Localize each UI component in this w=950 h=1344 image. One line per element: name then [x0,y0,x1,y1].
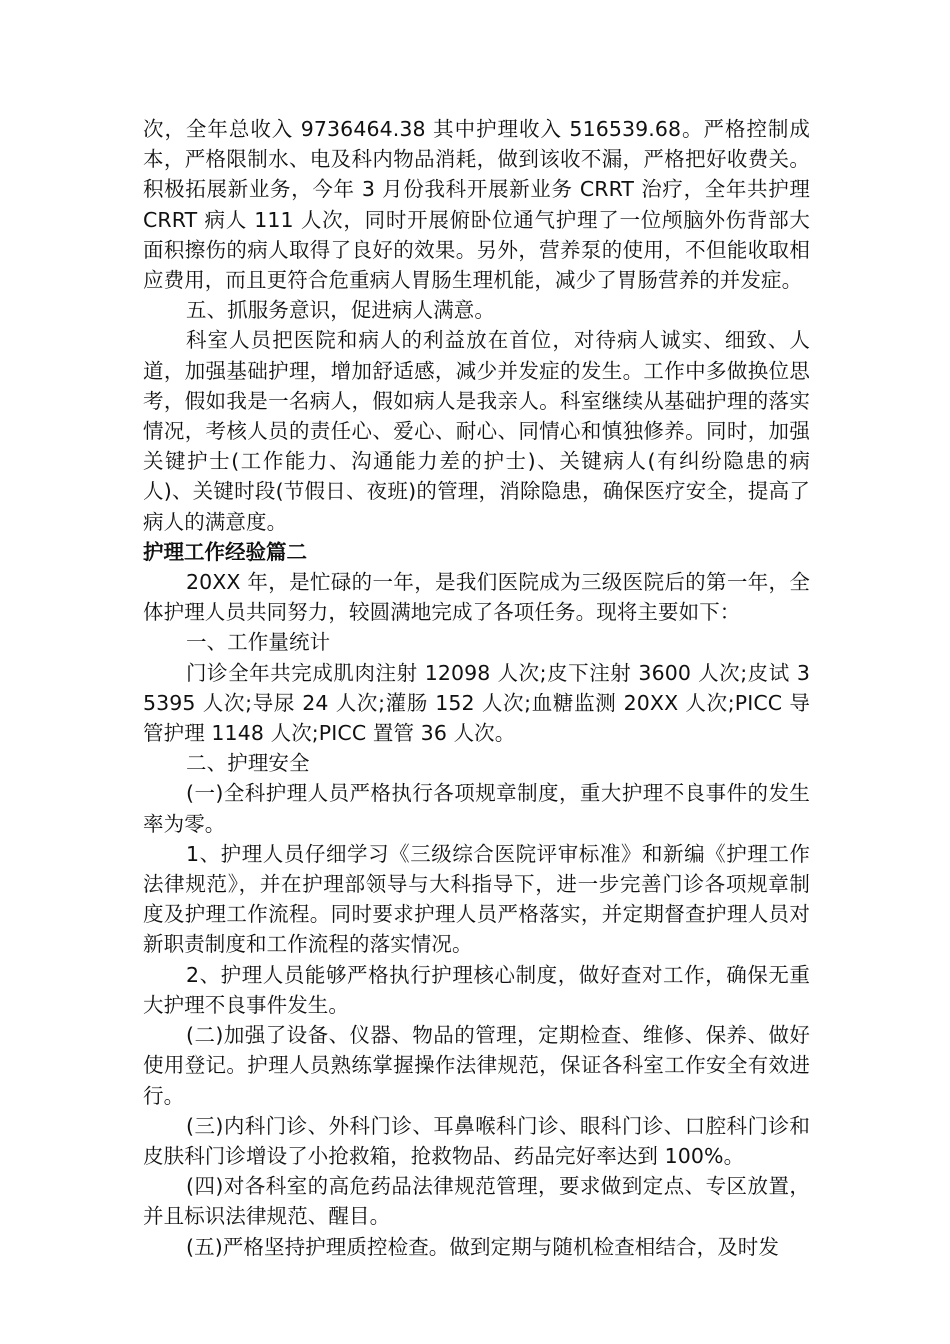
paragraph-quality-control: (五)严格坚持护理质控检查。做到定期与随机检查相结合，及时发 [186,1234,779,1259]
paragraph-safety-study: 1、护理人员仔细学习《三级综合医院评审标准》和新编《护理工作法律规范》，并在护理部领导与大科指导下，进一步完善门诊各项规章制度及护理工作流程。同时要求护理人员严格落实，并定期督查护理人员对新职责制度和工作流程的落实情况。 [143,841,810,957]
section-five-title: 五、抓服务意识，促进病人满意。 [186,298,495,323]
paragraph-high-risk-drugs: (四)对各科室的高危药品法律规范管理，要求做到定点、专区放置，并且标识法律规范、醒目。 [143,1174,810,1229]
paragraph-service: 科室人员把医院和病人的利益放在首位，对待病人诚实、细致、人道，加强基础护理，增加舒适感，减少并发症的发生。工作中多做换位思考，假如我是一名病人，假如病人是我亲人。科室继续从基础护理的落实情况，考核人员的责任心、爱心、耐心、同情心和慎独修养。同时，加强关键护士(工作能力、沟通能力差的护士)、关键病人(有纠纷隐患的病人)、关键时段(节假日、夜班)的管理，消除隐患，确保医疗安全，提高了病人的满意度。 [143,328,810,534]
section-one-title: 一、工作量统计 [186,630,331,655]
paragraph-safety-core: 2、护理人员能够严格执行护理核心制度，做好查对工作，确保无重大护理不良事件发生。 [143,962,810,1017]
article-heading: 护理工作经验篇二 [143,539,307,564]
section-two-title: 二、护理安全 [186,751,310,776]
paragraph-equipment: (二)加强了设备、仪器、物品的管理，定期检查、维修、保养、做好使用登记。护理人员熟练掌握操作法律规范，保证各科室工作安全有效进行。 [143,1023,810,1108]
paragraph-safety-1: (一)全科护理人员严格执行各项规章制度，重大护理不良事件的发生率为零。 [143,781,810,836]
paragraph-revenue: 次，全年总收入 9736464.38 其中护理收入 516539.68。严格控制成本，严格限制水、电及科内物品消耗，做到该收不漏，严格把好收费关。积极拓展新业务，今年 3 月份我科开展新业务 CRRT 治疗，全年共护理 CRRT 病人 111 人次，同时开展俯卧位通气护理了一位颅脑外伤背部大面积擦伤的病人取得了良好的效果。另外，营养泵的使用，不但能收取相应费用，而且更符合危重病人胃肠生理机能，减少了胃肠营养的并发症。 [143,117,810,293]
paragraph-workload: 门诊全年共完成肌肉注射 12098 人次;皮下注射 3600 人次;皮试 35395 人次;导尿 24 人次;灌肠 152 人次;血糖监测 20XX 人次;PICC 导管护理 1148 人次;PICC 置管 36 人次。 [143,660,810,746]
paragraph-rescue-kit: (三)内科门诊、外科门诊、耳鼻喉科门诊、眼科门诊、口腔科门诊和皮肤科门诊增设了小抢救箱，抢救物品、药品完好率达到 100%。 [143,1113,810,1168]
document-body [143,114,810,1262]
paragraph-intro: 20XX 年，是忙碌的一年，是我们医院成为三级医院后的第一年，全体护理人员共同努力，较圆满地完成了各项任务。现将主要如下： [143,570,810,625]
